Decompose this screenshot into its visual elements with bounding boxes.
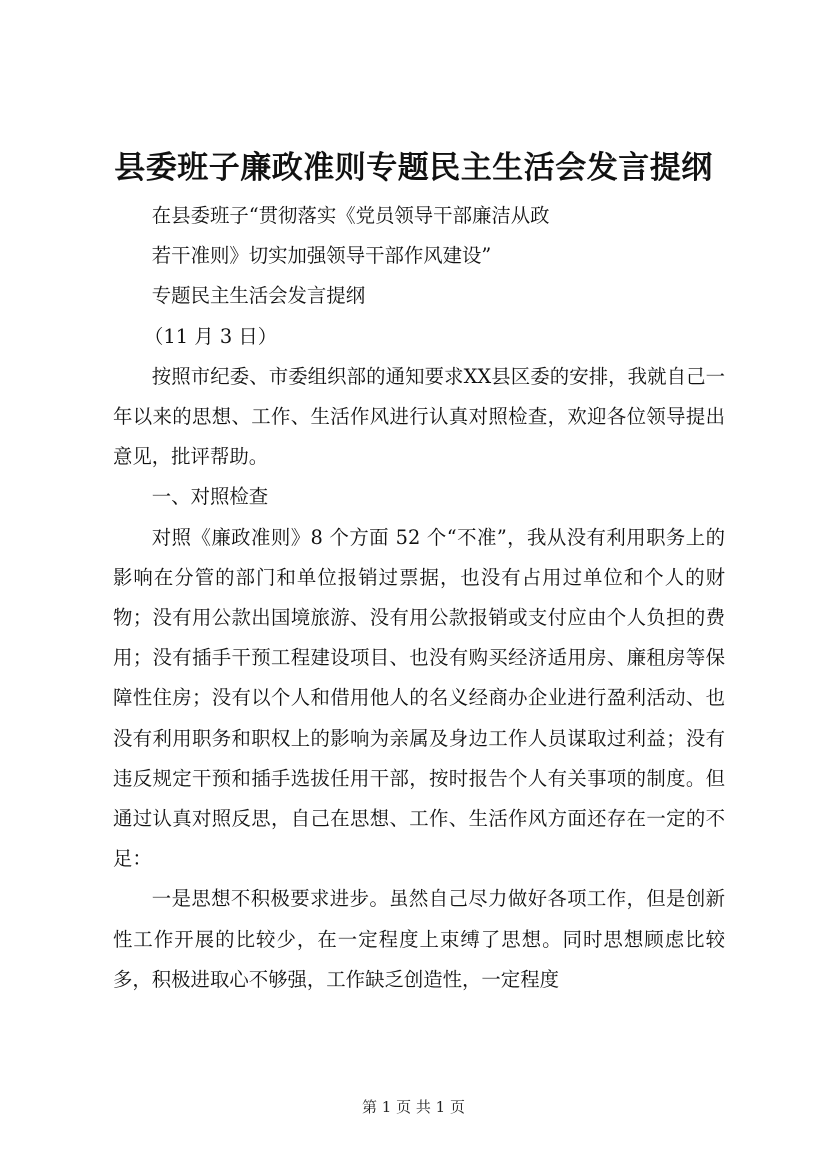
point-one-paragraph: 一是思想不积极要求进步。虽然自己尽力做好各项工作，但是创新性工作开展的比较少，在一定程度上束缚了思想。同时思想顾虑比较多，积极进取心不够强，工作缺乏创造性，一定程度	[113, 887, 725, 991]
subtitle-line-1: 在县委班子“贯彻落实《党员领导干部廉洁从政	[151, 204, 550, 227]
subtitle-line-2: 若干准则》切实加强领导干部作风建设”	[151, 244, 492, 268]
document-title: 县委班子廉政准则专题民主生活会发言提纲	[114, 150, 713, 186]
document-body	[113, 196, 725, 1000]
check-paragraph: 对照《廉政准则》8 个方面 52 个“不准”，我从没有利用职务上的影响在分管的部门和单位报销过票据，也没有占用过单位和个人的财物；没有用公款出国境旅游、没有用公款报销或支付应由个人负担的费用；没有插手干预工程建设项目、也没有购买经济适用房、廉租房等保障性住房；没有以个人和借用他人的名义经商办企业进行盈利活动、也没有利用职务和职权上的影响为亲属及身边工作人员谋取过利益；没有违反规定干预和插手选拔任用干部，按时报告个人有关事项的制度。但通过认真对照反思，自己在思想、工作、生活作风方面还存在一定的不足：	[113, 525, 725, 871]
page-footer: 第 1 页 共 1 页	[362, 1098, 465, 1116]
section-heading: 一、对照检查	[151, 485, 269, 509]
intro-paragraph: 按照市纪委、市委组织部的通知要求XX县区委的安排，我就自己一年以来的思想、工作、生活作风进行认真对照检查，欢迎各位领导提出意见，批评帮助。	[113, 364, 725, 469]
subtitle-line-3: 专题民主生活会发言提纲	[151, 284, 366, 308]
meeting-date: （11 月 3 日）	[144, 324, 278, 348]
